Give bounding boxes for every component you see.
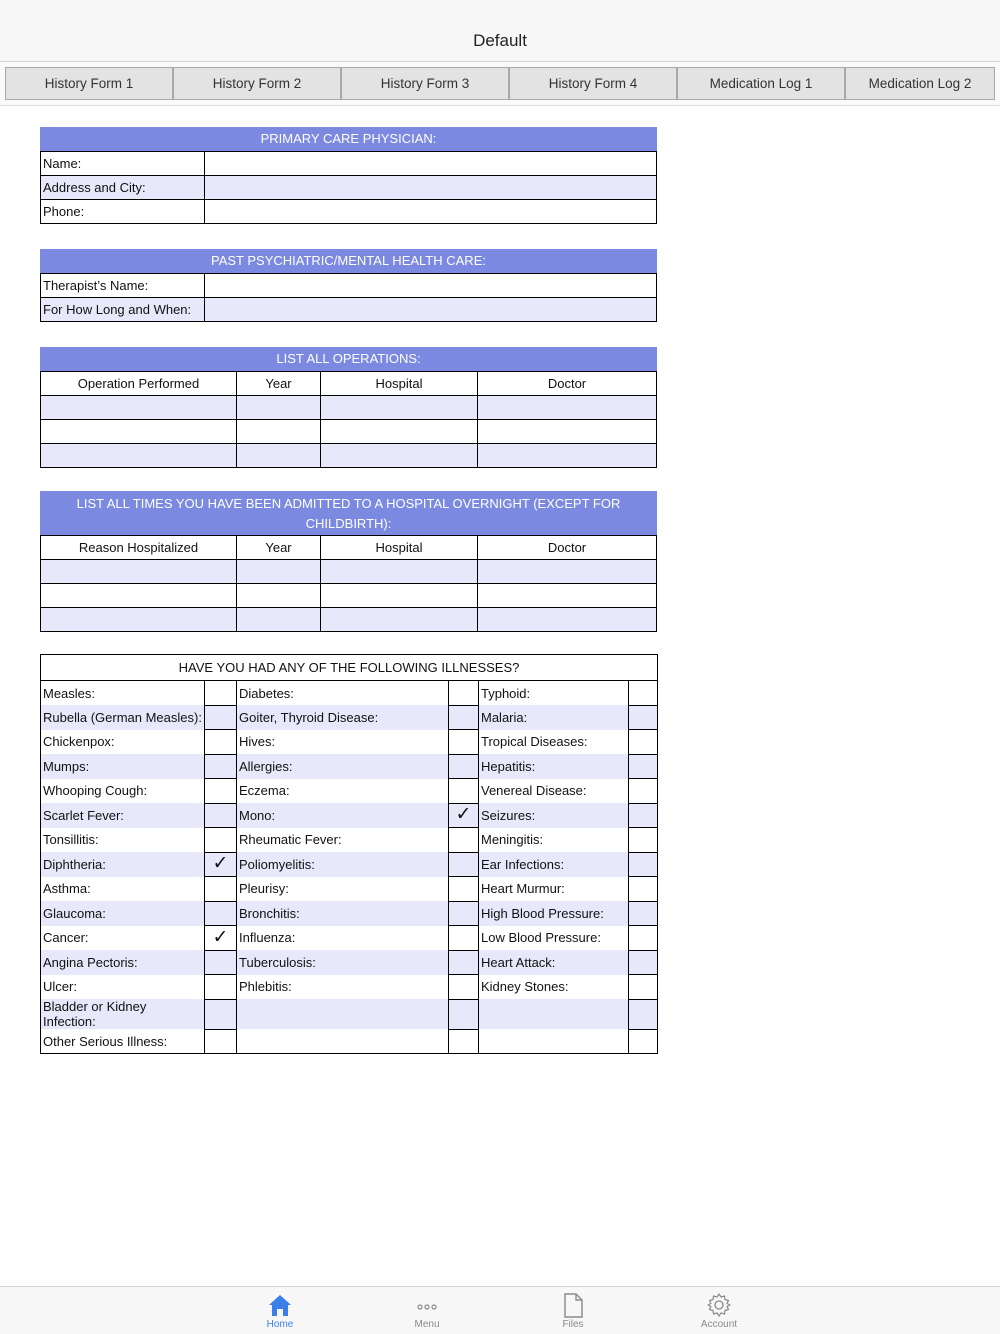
illness-label: Ulcer:	[41, 975, 205, 1000]
illness-checkbox[interactable]	[205, 901, 237, 926]
illness-checkbox[interactable]	[629, 828, 658, 853]
primary-care-section	[40, 127, 657, 224]
illness-checkbox[interactable]	[449, 999, 479, 1029]
illness-checkbox[interactable]	[629, 926, 658, 951]
illness-label	[479, 999, 629, 1029]
illness-checkbox[interactable]	[205, 877, 237, 902]
illness-label: Whooping Cough:	[41, 779, 205, 804]
illness-checkbox[interactable]	[449, 828, 479, 853]
illness-label: Bronchitis:	[237, 901, 449, 926]
illness-checkbox[interactable]	[205, 950, 237, 975]
tab-history-form-1[interactable]: History Form 1	[5, 67, 173, 100]
illness-checkbox[interactable]	[629, 754, 658, 779]
illness-checkbox[interactable]	[205, 705, 237, 730]
illness-checkbox[interactable]	[449, 901, 479, 926]
illnesses-section	[40, 654, 657, 1054]
illness-label: Hives:	[237, 730, 449, 755]
hospitalizations-section	[40, 491, 657, 632]
table-cell[interactable]	[321, 396, 478, 420]
column-header: Doctor	[478, 372, 657, 396]
illness-label: Rubella (German Measles):	[41, 705, 205, 730]
illness-checkbox[interactable]	[205, 975, 237, 1000]
illness-row	[41, 950, 658, 975]
illness-label: Tonsillitis:	[41, 828, 205, 853]
illness-label: Phlebitis:	[237, 975, 449, 1000]
table-cell[interactable]	[41, 584, 237, 608]
column-header: Year	[237, 536, 321, 560]
illness-checkbox[interactable]	[629, 803, 658, 828]
illness-label: Measles:	[41, 681, 205, 706]
table-cell[interactable]	[41, 560, 237, 584]
illnesses-header: HAVE YOU HAD ANY OF THE FOLLOWING ILLNESSES?	[41, 655, 658, 681]
illness-checkbox[interactable]	[449, 950, 479, 975]
operations-table	[40, 371, 657, 468]
illness-row	[41, 754, 658, 779]
illness-checkbox[interactable]	[205, 681, 237, 706]
illness-checkbox[interactable]	[449, 926, 479, 951]
checkmark-icon: ✓	[212, 926, 229, 948]
illness-label: Tropical Diseases:	[479, 730, 629, 755]
illness-checkbox[interactable]	[205, 1029, 237, 1054]
illness-label: Seizures:	[479, 803, 629, 828]
illness-row	[41, 877, 658, 902]
table-cell[interactable]	[237, 560, 321, 584]
column-header: Doctor	[478, 536, 657, 560]
table-cell[interactable]	[478, 420, 657, 444]
illness-label: Hepatitis:	[479, 754, 629, 779]
illness-label	[237, 1029, 449, 1054]
illness-label: Tuberculosis:	[237, 950, 449, 975]
illness-checkbox[interactable]	[629, 950, 658, 975]
psychiatric-care-section	[40, 249, 657, 322]
table-cell[interactable]	[321, 608, 478, 632]
gear-icon	[705, 1291, 733, 1319]
illness-label: Poliomyelitis:	[237, 852, 449, 877]
illness-label: Eczema:	[237, 779, 449, 804]
table-row	[41, 608, 657, 632]
illness-label: Malaria:	[479, 705, 629, 730]
table-cell[interactable]	[41, 396, 237, 420]
illness-label: Goiter, Thyroid Disease:	[237, 705, 449, 730]
table-cell[interactable]	[237, 396, 321, 420]
table-cell[interactable]	[478, 444, 657, 468]
physician-name-field[interactable]	[205, 152, 657, 176]
illness-label: Mumps:	[41, 754, 205, 779]
psychiatric-care-table	[40, 273, 657, 322]
illness-row	[41, 681, 658, 706]
illness-checkbox[interactable]	[205, 852, 237, 877]
tab-history-form-4[interactable]: History Form 4	[509, 67, 677, 100]
therapist-name-field[interactable]	[205, 274, 657, 298]
bottom-tab-label: Home	[266, 1319, 294, 1330]
illness-checkbox[interactable]	[449, 730, 479, 755]
hospitalizations-header-line-1: LIST ALL TIMES YOU HAVE BEEN ADMITTED TO A HOSPITAL OVERNIGHT (EXCEPT FOR	[76, 496, 621, 511]
illness-label: Low Blood Pressure:	[479, 926, 629, 951]
operations-section	[40, 347, 657, 468]
operations-header: LIST ALL OPERATIONS:	[40, 347, 657, 371]
illness-label: Glaucoma:	[41, 901, 205, 926]
table-cell[interactable]	[478, 560, 657, 584]
hospitalizations-header-line-2: CHILDBIRTH):	[305, 516, 392, 531]
illness-checkbox[interactable]	[629, 705, 658, 730]
illness-row	[41, 779, 658, 804]
primary-care-table	[40, 151, 657, 224]
bottom-tab-files[interactable]	[533, 1291, 613, 1330]
tab-medication-log-1[interactable]: Medication Log 1	[677, 67, 845, 100]
illness-label: Bladder or Kidney Infection:	[41, 999, 205, 1029]
column-header: Reason Hospitalized	[41, 536, 237, 560]
table-cell[interactable]	[321, 584, 478, 608]
tab-medication-log-2[interactable]: Medication Log 2	[845, 67, 995, 100]
illness-label: Mono:	[237, 803, 449, 828]
illness-checkbox[interactable]	[629, 1029, 658, 1054]
illness-checkbox[interactable]	[449, 975, 479, 1000]
illnesses-table	[40, 654, 658, 1054]
table-cell[interactable]	[237, 608, 321, 632]
illness-checkbox[interactable]	[205, 926, 237, 951]
illness-label: Rheumatic Fever:	[237, 828, 449, 853]
illness-checkbox[interactable]	[449, 754, 479, 779]
illness-checkbox[interactable]	[629, 901, 658, 926]
table-cell[interactable]	[321, 420, 478, 444]
bottom-tab-label: Account	[700, 1319, 738, 1330]
illness-row	[41, 975, 658, 1000]
therapist-name-label: Therapist’s Name:	[41, 274, 205, 298]
illness-label: Diabetes:	[237, 681, 449, 706]
therapy-duration-field[interactable]	[205, 298, 657, 322]
illness-label: Diphtheria:	[41, 852, 205, 877]
illness-checkbox[interactable]	[449, 779, 479, 804]
illness-checkbox[interactable]	[629, 730, 658, 755]
table-cell[interactable]	[321, 560, 478, 584]
illness-row	[41, 828, 658, 853]
illness-checkbox[interactable]	[205, 754, 237, 779]
illness-row	[41, 803, 658, 828]
illness-checkbox[interactable]	[629, 975, 658, 1000]
illness-label: Asthma:	[41, 877, 205, 902]
column-header: Hospital	[321, 536, 478, 560]
table-cell[interactable]	[237, 444, 321, 468]
illness-row	[41, 852, 658, 877]
illness-row	[41, 999, 658, 1029]
illness-checkbox[interactable]	[449, 803, 479, 828]
bottom-tab-bar	[0, 1286, 1000, 1334]
bottom-tab-account[interactable]	[679, 1291, 759, 1330]
illness-checkbox[interactable]	[205, 999, 237, 1029]
illness-checkbox[interactable]	[205, 730, 237, 755]
table-cell[interactable]	[321, 444, 478, 468]
form-tab-bar	[0, 62, 1000, 106]
hospitalizations-header	[40, 491, 657, 535]
checkmark-icon: ✓	[455, 804, 472, 826]
hospitalizations-table	[40, 535, 657, 632]
address-label: Address and City:	[41, 176, 205, 200]
illness-label: Allergies:	[237, 754, 449, 779]
illness-checkbox[interactable]	[449, 681, 479, 706]
column-header: Hospital	[321, 372, 478, 396]
column-header: Operation Performed	[41, 372, 237, 396]
illness-label: Chickenpox:	[41, 730, 205, 755]
illness-label: Heart Murmur:	[479, 877, 629, 902]
primary-care-header: PRIMARY CARE PHYSICIAN:	[40, 127, 657, 151]
menu-dots-icon	[413, 1291, 441, 1319]
page-title: Default	[473, 31, 527, 50]
illness-row	[41, 1029, 658, 1054]
table-row	[41, 444, 657, 468]
illness-label: Ear Infections:	[479, 852, 629, 877]
table-row	[41, 560, 657, 584]
illness-checkbox[interactable]	[205, 779, 237, 804]
illness-label	[479, 1029, 629, 1054]
psychiatric-care-header: PAST PSYCHIATRIC/MENTAL HEALTH CARE:	[40, 249, 657, 273]
home-icon	[266, 1291, 294, 1319]
therapy-duration-label: For How Long and When:	[41, 298, 205, 322]
bottom-tab-label: Menu	[414, 1319, 440, 1330]
illness-checkbox[interactable]	[449, 705, 479, 730]
illness-checkbox[interactable]	[629, 999, 658, 1029]
navigation-bar	[0, 0, 1000, 62]
illness-label: Cancer:	[41, 926, 205, 951]
illness-checkbox[interactable]	[449, 1029, 479, 1054]
table-cell[interactable]	[478, 396, 657, 420]
illness-label: Pleurisy:	[237, 877, 449, 902]
tab-history-form-2[interactable]: History Form 2	[173, 67, 341, 100]
table-row	[41, 584, 657, 608]
bottom-tab-label: Files	[562, 1319, 584, 1330]
table-cell[interactable]	[41, 608, 237, 632]
illness-checkbox[interactable]	[205, 803, 237, 828]
tab-history-form-3[interactable]: History Form 3	[341, 67, 509, 100]
illness-label	[237, 999, 449, 1029]
illness-label: Influenza:	[237, 926, 449, 951]
table-cell[interactable]	[478, 608, 657, 632]
bottom-tab-home[interactable]	[240, 1291, 320, 1330]
illness-checkbox[interactable]	[449, 852, 479, 877]
column-header: Year	[237, 372, 321, 396]
illness-row	[41, 901, 658, 926]
illness-label: Angina Pectoris:	[41, 950, 205, 975]
illness-label: Meningitis:	[479, 828, 629, 853]
illness-label: Heart Attack:	[479, 950, 629, 975]
illness-checkbox[interactable]	[205, 828, 237, 853]
illness-label: Typhoid:	[479, 681, 629, 706]
illness-label: Kidney Stones:	[479, 975, 629, 1000]
physician-address-field[interactable]	[205, 176, 657, 200]
illness-row	[41, 730, 658, 755]
checkmark-icon: ✓	[212, 853, 229, 875]
illness-row	[41, 705, 658, 730]
table-cell[interactable]	[237, 420, 321, 444]
illness-checkbox[interactable]	[629, 852, 658, 877]
bottom-tab-menu[interactable]	[387, 1291, 467, 1330]
name-label: Name:	[41, 152, 205, 176]
table-row	[41, 396, 657, 420]
illness-label: Scarlet Fever:	[41, 803, 205, 828]
illness-label: Other Serious Illness:	[41, 1029, 205, 1054]
table-cell[interactable]	[41, 420, 237, 444]
illness-checkbox[interactable]	[629, 877, 658, 902]
table-row	[41, 420, 657, 444]
illness-checkbox[interactable]	[629, 779, 658, 804]
file-icon	[559, 1291, 587, 1319]
illness-label: High Blood Pressure:	[479, 901, 629, 926]
illness-label: Venereal Disease:	[479, 779, 629, 804]
phone-label: Phone:	[41, 200, 205, 224]
illness-row	[41, 926, 658, 951]
illness-checkbox[interactable]	[449, 877, 479, 902]
table-cell[interactable]	[237, 584, 321, 608]
table-cell[interactable]	[478, 584, 657, 608]
physician-phone-field[interactable]	[205, 200, 657, 224]
illness-checkbox[interactable]	[629, 681, 658, 706]
table-cell[interactable]	[41, 444, 237, 468]
